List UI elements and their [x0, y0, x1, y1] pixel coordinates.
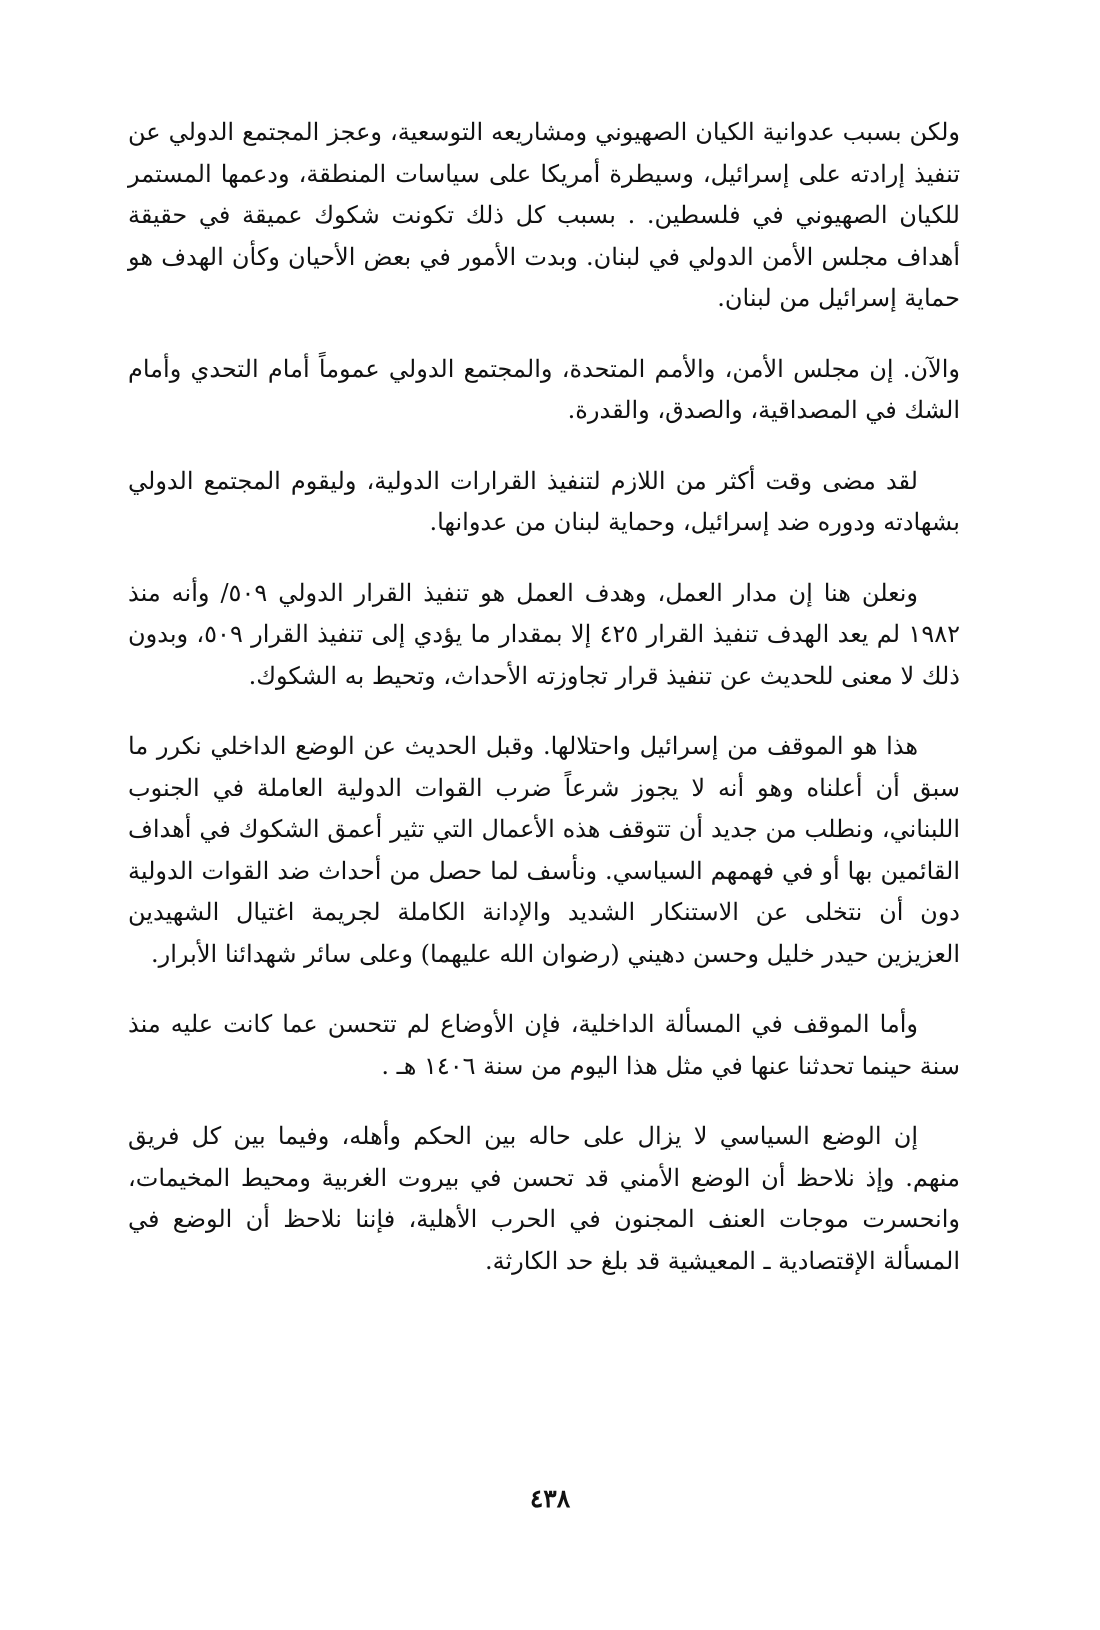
paragraph: إن الوضع السياسي لا يزال على حاله بين الحكم وأهله، وفيما بين كل فريق منهم. وإذ نلاحظ أن الوضع الأمني قد تحسن في بيروت الغربية ومحيط المخيمات، وانحسرت موجات العنف المجنون في الحرب الأهلية، فإننا نلاحظ أن الوضع في المسألة الإقتصادية ـ المعيشية قد بلغ حد الكارثة. — [128, 1122, 960, 1275]
paragraph: لقد مضى وقت أكثر من اللازم لتنفيذ القرارات الدولية، وليقوم المجتمع الدولي بشهادته ودوره ضد إسرائيل، وحماية لبنان من عدوانها. — [128, 466, 960, 536]
paragraph: وأما الموقف في المسألة الداخلية، فإن الأوضاع لم تتحسن عما كانت عليه منذ سنة حينما تحدثنا عنها في مثل هذا اليوم من سنة ١٤٠٦ هـ . — [128, 1010, 960, 1080]
paragraph: هذا هو الموقف من إسرائيل واحتلالها. وقبل الحديث عن الوضع الداخلي نكرر ما سبق أن أعلناه وهو أنه لا يجوز شرعاً ضرب القوات الدولية العاملة في الجنوب اللبناني، ونطلب من جديد أن تتوقف هذه الأعمال التي تثير أعمق الشكوك في أهداف القائمين بها أو في فهمهم السياسي. ونأسف لما حصل من أحداث ضد القوات الدولية دون أن نتخلى عن الاستنكار الشديد والإدانة الكاملة لجريمة اغتيال الشهيدين العزيزين حيدر خليل وحسن دهيني (رضوان الله عليهما) وعلى سائر شهدائنا الأبرار. — [128, 732, 960, 968]
paragraph: ونعلن هنا إن مدار العمل، وهدف العمل هو تنفيذ القرار الدولي ٥٠٩/ وأنه منذ ١٩٨٢ لم يعد الهدف تنفيذ القرار ٤٢٥ إلا بمقدار ما يؤدي إلى تنفيذ القرار ٥٠٩، وبدون ذلك لا معنى للحديث عن تنفيذ قرار تجاوزته الأحداث، وتحيط به الشكوك. — [128, 578, 960, 690]
paragraph: ولكن بسبب عدوانية الكيان الصهيوني ومشاريعه التوسعية، وعجز المجتمع الدولي عن تنفيذ إرادته على إسرائيل، وسيطرة أمريكا على سياسات المنطقة، ودعمها المستمر للكيان الصهيوني في فلسطين. . بسبب كل ذلك تكونت شكوك عميقة في حقيقة أهداف مجلس الأمن الدولي في لبنان. وبدت الأمور في بعض الأحيان وكأن الهدف هو حماية إسرائيل من لبنان. — [128, 118, 960, 312]
page-number: ٤٣٨ — [529, 1484, 571, 1513]
paragraph: والآن. إن مجلس الأمن، والأمم المتحدة، والمجتمع الدولي عموماً أمام التحدي وأمام الشك في المصداقية، والصدق، والقدرة. — [128, 354, 960, 424]
body-text — [128, 112, 960, 1311]
